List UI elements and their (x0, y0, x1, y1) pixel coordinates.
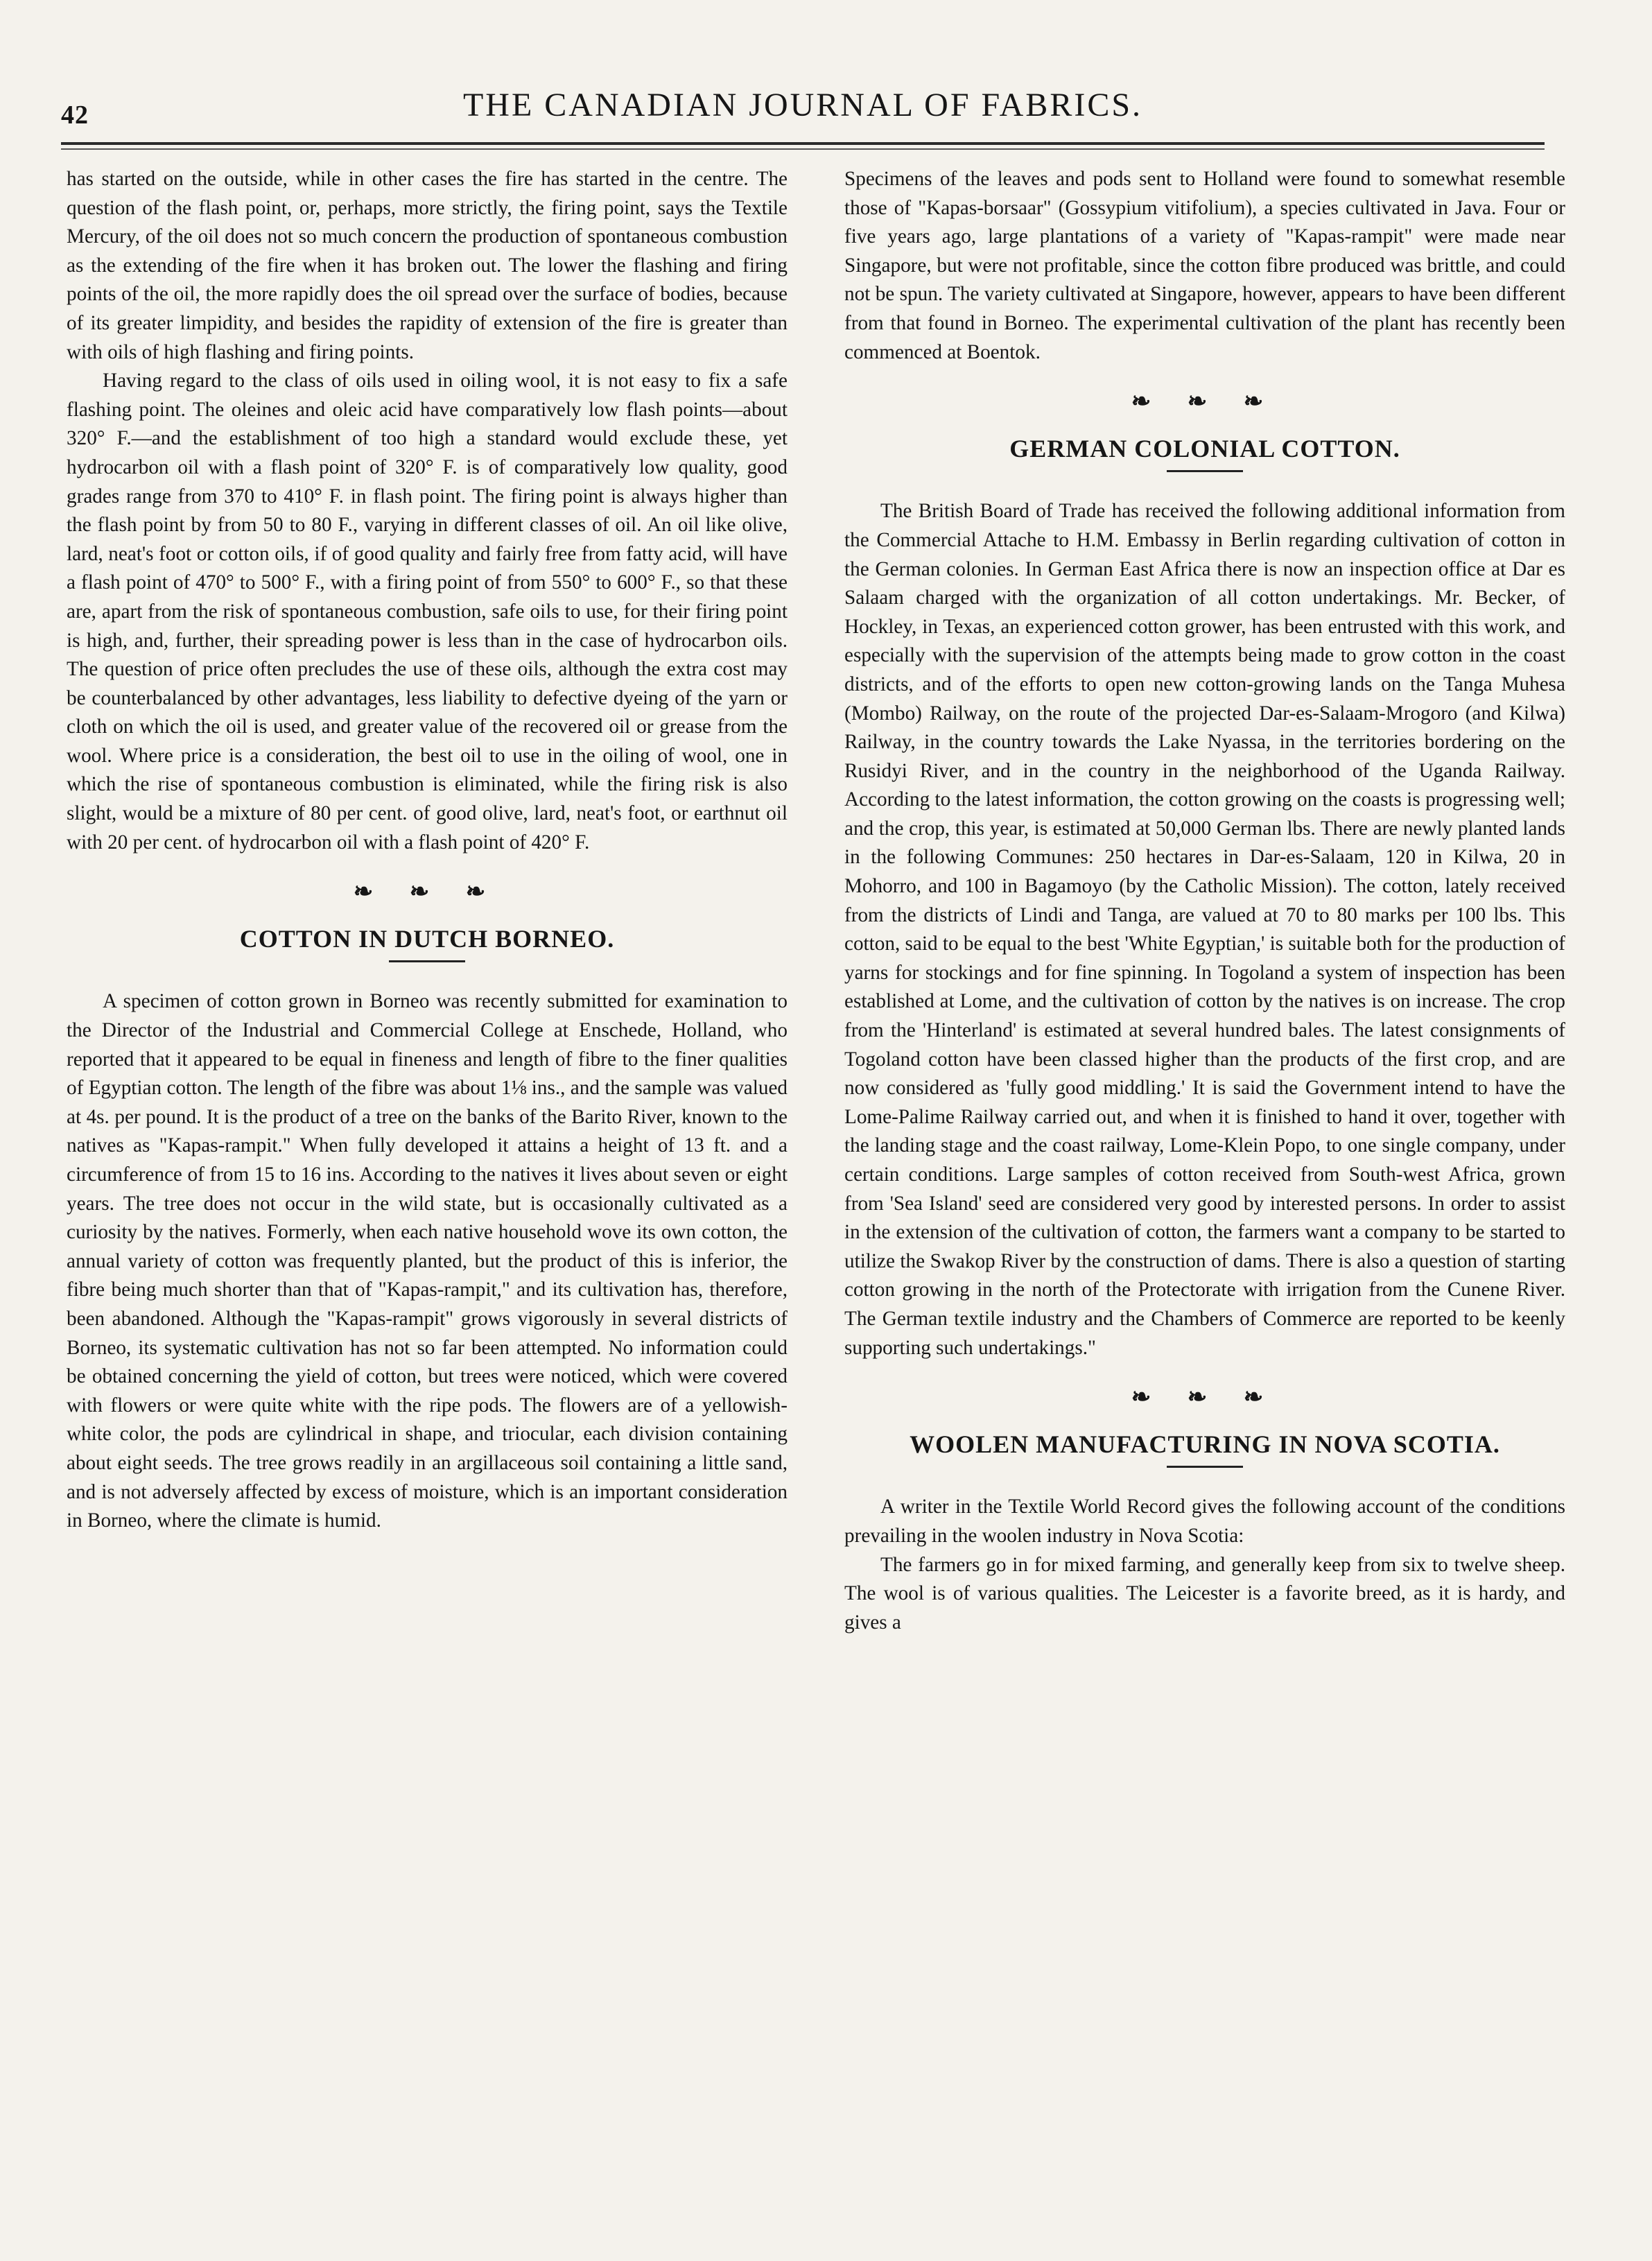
page-header (61, 75, 1545, 130)
paragraph: The British Board of Trade has received the following additional information from the Commercial Attache to H.M. Embassy in Berlin regarding cultivation of cotton in the German colonies. In German East Africa there is now an inspection office at Dar es Salaam charged with the organization of all cotton undertakings. Mr. Becker, of Hockley, in Texas, an experienced cotton grower, has been entrusted with this work, and especially with the supervision of the attempts being made to grow cotton in the coast districts, and of the efforts to open new cotton-growing lands on the Tanga Muhesa (Mombo) Railway, on the route of the projected Dar-es-Salaam-Mrogoro (and Kilwa) Railway, in the country towards the Lake Nyassa, in the territories bordering on the Rusidyi River, and in the country in the neighborhood of the Uganda Railway. According to the latest information, the cotton growing on the coasts is progressing well; and the crop, this year, is estimated at 50,000 German lbs. There are newly planted lands in the following Communes: 250 hectares in Dar-es-Salaam, 120 in Kilwa, 20 in Mohorro, and 100 in Bagamoyo (by the Catholic Mission). The cotton, lately received from the districts of Lindi and Tanga, are valued at 70 to 80 marks per 100 lbs. This cotton, said to be equal to the best 'White Egyptian,' is suitable both for the production of yarns for stockings and for fine spinning. In Togoland a system of inspection has been established at Lome, and the cultivation of cotton by the natives is on increase. The crop from the 'Hinterland' is estimated at several hundred bales. The latest consignments of Togoland cotton have been classed higher than the products of the first crop, and are now considered as 'fully good middling.' It is said the Government intend to have the Lome-Palime Railway carried out, and when it is finished to hand it over, together with the landing stage and the coast railway, Lome-Klein Popo, to one single company, under certain conditions. Large samples of cotton received from South-west Africa, grown from 'Sea Island' seed are considered very good by interested persons. In order to assist in the extension of the cultivation of cotton, the farmers want a company to be started to utilize the Swakop River by the construction of dams. There is also a question of starting cotton growing in the north of the Protectorate with irrigation from the Cunene River. The German textile industry and the Chambers of Commerce are reported to be keenly supporting such undertakings." (844, 500, 1565, 1359)
section-heading: COTTON IN DUTCH BORNEO. (239, 924, 615, 953)
header-rule (61, 142, 1545, 145)
section-separator: ❧ ❧ ❧ (1131, 1385, 1279, 1411)
right-column (844, 165, 1565, 2217)
section-separator: ❧ ❧ ❧ (353, 879, 501, 906)
heading-rule (1167, 1466, 1243, 1468)
paragraph: Having regard to the class of oils used in oiling wool, it is not easy to fix a safe flashing point. The oleines and oleic acid have comparatively low flash points—about 320° F.—and the establishment of too high a standard would exclude these, yet hydrocarbon oil with a flash point of 320° F. is of comparatively low quality, good grades range from 370 to 410° F. in flash point. The firing point is always higher than the flash point by from 50 to 80 F., varying in different classes of oil. An oil like olive, lard, neat's foot or cotton oils, if of good quality and fairly free from fatty acid, will have a flash point of 470° to 500° F., with a firing point of from 550° to 600° F., so that these are, apart from the risk of spontaneous combustion, safe oils to use, for their firing point is high, and, further, their spreading power is less than in the case of hydrocarbon oils. The question of price often precludes the use of these oils, although the extra cost may be counterbalanced by other advantages, less liability to defective dyeing of the yarn or cloth on which the oil is used, and greater value of the recovered oil or grease from the wool. Where price is a consideration, the best oil to use in the oiling of wool, one in which the rise of spontaneous combustion is eliminated, while the firing risk is also slight, would be a mixture of 80 per cent. of good olive, lard, neat's foot, or earthnut oil with 20 per cent. of hydrocarbon oil with a flash point of 420° F. (67, 370, 788, 854)
paragraph: The farmers go in for mixed farming, and generally keep from six to twelve sheep. The wool is of various qualities. The Leicester is a favorite breed, as it is hardy, and gives a (844, 1553, 1565, 1634)
heading-rule (1167, 470, 1243, 472)
paragraph: Specimens of the leaves and pods sent to Holland were found to somewhat resemble those of "Kapas-borsaar" (Gossypium vitifolium), a species cultivated in Java. Four or five years ago, large plantations of a variety of "Kapas-rampit" were made near Singapore, but were not profitable, since the cotton fibre produced was brittle, and could not be spun. The variety cultivated at Singapore, however, appears to have been different from that found in Borneo. The experimental cultivation of the plant has recently been commenced at Boentok. (844, 168, 1565, 363)
paragraph: has started on the outside, while in other cases the fire has started in the centre. The question of the flash point, or, perhaps, more strictly, the firing point, says the Textile Mercury, of the oil does not so much concern the production of spontaneous combustion as the extending of the fire when it has broken out. The lower the flashing and firing points of the oil, the more rapidly does the oil spread over the surface of bodies, because of its greater limpidity, and besides the rapidity of extension of the fire is greater than with oils of high flashing and firing points. (67, 168, 788, 363)
section-heading: GERMAN COLONIAL COTTON. (1009, 434, 1400, 462)
paragraph: A specimen of cotton grown in Borneo was recently submitted for examination to the Director of the Industrial and Commercial College at Enschede, Holland, who reported that it appeared to be equal in fineness and length of fibre to the finer qualities of Egyptian cotton. The length of the fibre was about 1⅛ ins., and the sample was valued at 4s. per pound. It is the product of a tree on the banks of the Barito River, known to the natives as "Kapas-rampit." When fully developed it attains a height of 13 ft. and a circumference of from 15 to 16 ins. According to the natives it lives about seven or eight years. The tree does not occur in the wild state, but is occasionally cultivated as a curiosity by the natives. Formerly, when each native household wove its own cotton, the annual variety of cotton was frequently planted, but the product of this is inferior, the fibre being much shorter than that of "Kapas-rampit," and its cultivation has, therefore, been abandoned. Although the "Kapas-rampit" grows vigorously in several districts of Borneo, its systematic cultivation has not so far been attempted. No information could be obtained concerning the yield of cotton, but trees were noticed, which were covered with flowers or were quite white with the ripe pods. The flowers are of a yellowish-white color, the pods are cylindrical in shape, and triocular, each division containing about eight seeds. The tree grows readily in an argillaceous soil containing a little sand, and is not adversely affected by excess of moisture, which is an important consideration in Borneo, where the climate is humid. (67, 990, 788, 1532)
section-separator: ❧ ❧ ❧ (1131, 389, 1279, 415)
page-number: 42 (61, 101, 89, 130)
section-heading: WOOLEN MANUFACTURING IN NOVA SCOTIA. (910, 1430, 1500, 1458)
header-rule-thin (61, 148, 1545, 150)
left-column (67, 165, 788, 2217)
journal-title: THE CANADIAN JOURNAL OF FABRICS. (462, 87, 1143, 123)
heading-rule (389, 960, 465, 962)
paragraph: A writer in the Textile World Record gives the following account of the conditions prevailing in the woolen industry in Nova Scotia: (844, 1496, 1565, 1547)
